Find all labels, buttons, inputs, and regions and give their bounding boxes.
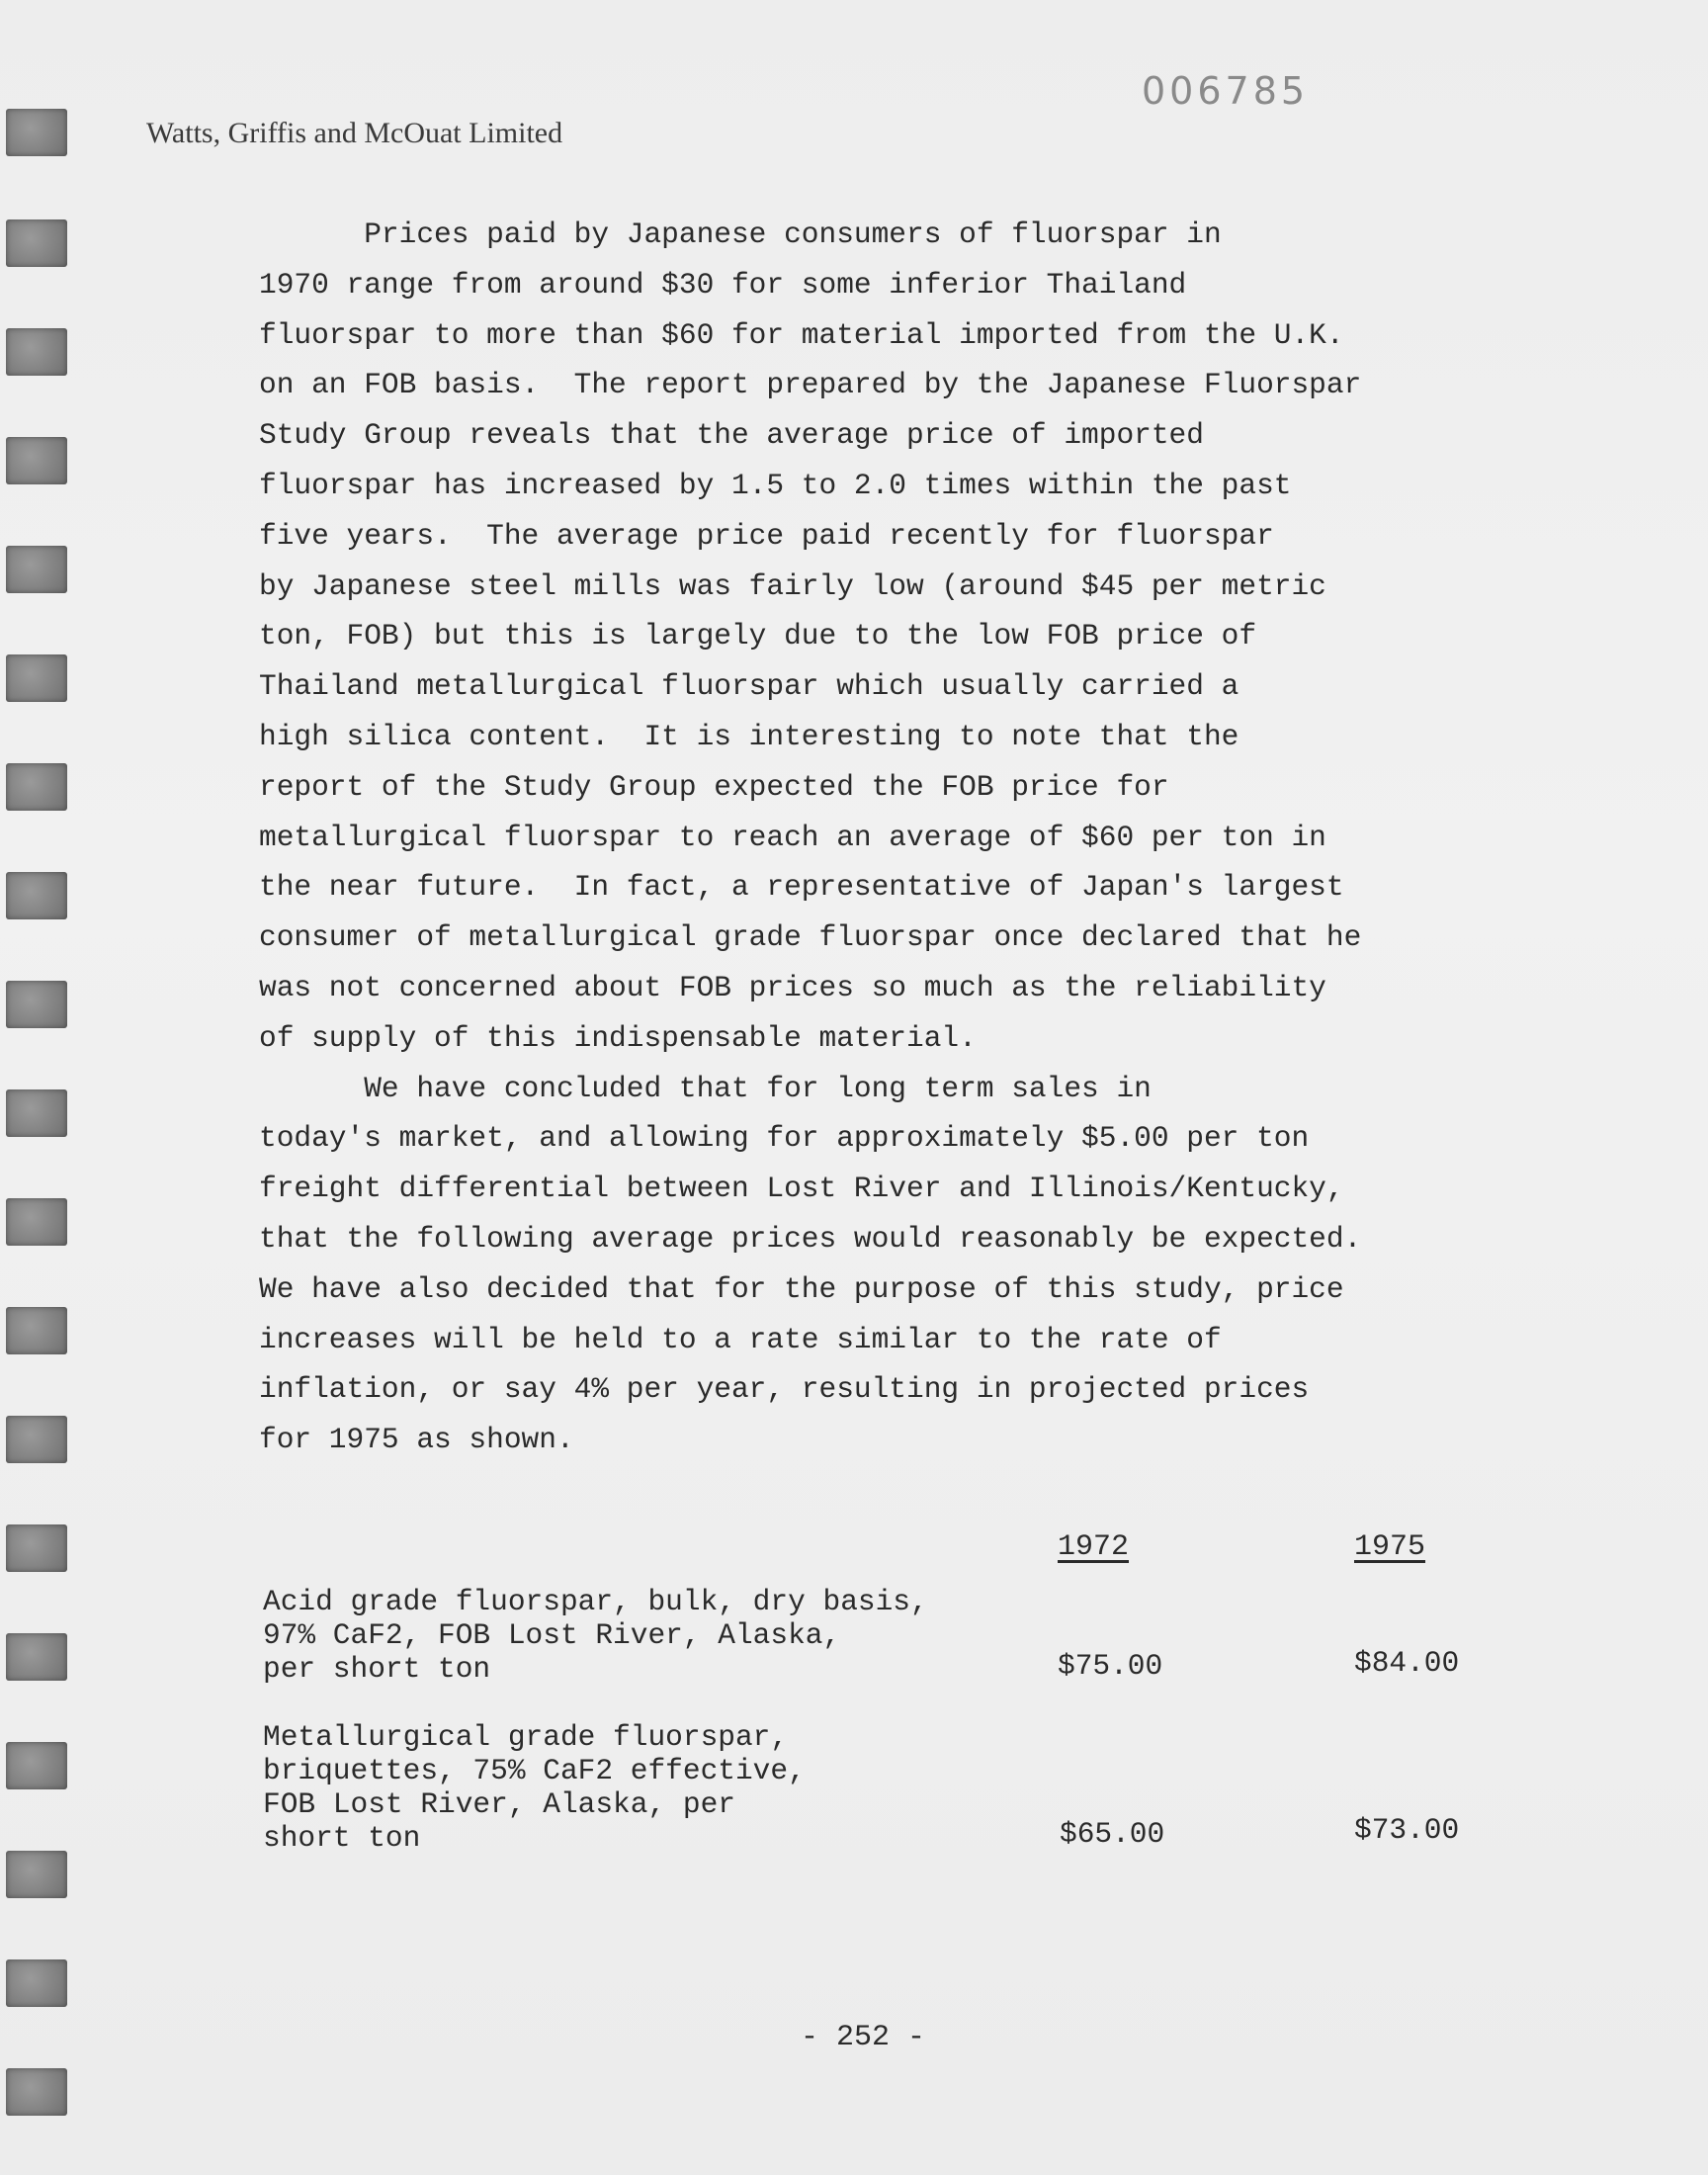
column-header-1972: 1972 — [1058, 1530, 1130, 1564]
binding-hole — [6, 872, 67, 919]
binding-hole — [6, 1198, 67, 1246]
binding-hole — [6, 1307, 67, 1354]
letterhead: Watts, Griffis and McOuat Limited — [146, 117, 563, 149]
paragraph-line: metallurgical fluorspar to reach an average of $60 per ton in — [259, 820, 1326, 854]
binding-hole — [6, 1633, 67, 1681]
item-line: Metallurgical grade fluorspar, — [263, 1720, 789, 1754]
paragraph-line: 1970 range from around $30 for some inferior Thailand — [259, 267, 1187, 302]
binding-hole — [6, 328, 67, 376]
spiral-binding — [0, 0, 79, 2175]
item-line: 97% CaF2, FOB Lost River, Alaska, — [263, 1618, 841, 1652]
paragraph-line: by Japanese steel mills was fairly low (around $45 per metric — [259, 568, 1326, 603]
paragraph-line: five years. The average price paid recently for fluorspar — [259, 518, 1274, 553]
paragraph-line: Thailand metallurgical fluorspar which usually carried a — [259, 669, 1239, 704]
paragraph-line: increases will be held to a rate similar to the rate of — [259, 1322, 1222, 1356]
price-acid-1972: $75.00 — [1058, 1649, 1163, 1683]
binding-hole — [6, 763, 67, 811]
price-acid-1975: $84.00 — [1354, 1646, 1460, 1680]
item-line: Acid grade fluorspar, bulk, dry basis, — [263, 1585, 928, 1618]
paragraph-line: inflation, or say 4% per year, resulting in projected prices — [259, 1372, 1310, 1407]
page-number: - 252 - — [801, 2021, 926, 2054]
paragraph-line: Prices paid by Japanese consumers of fluorspar in — [259, 218, 1222, 251]
price-item-metallurgical-grade — [263, 1720, 806, 1855]
paragraph-line: the near future. In fact, a representative of Japan's largest — [259, 870, 1344, 905]
paragraph-line: We have concluded that for long term sales in — [259, 1071, 1152, 1105]
paragraph-line: fluorspar has increased by 1.5 to 2.0 times within the past — [259, 468, 1292, 502]
binding-hole — [6, 1524, 67, 1572]
paragraph-line: of supply of this indispensable material. — [259, 1020, 977, 1055]
price-metallurgical-1972: $65.00 — [1060, 1817, 1165, 1851]
binding-hole — [6, 654, 67, 702]
item-line: FOB Lost River, Alaska, per — [263, 1787, 735, 1821]
binding-hole — [6, 1089, 67, 1137]
body-paragraphs — [259, 210, 1524, 1465]
item-line: briquettes, 75% CaF2 effective, — [263, 1754, 806, 1787]
binding-hole — [6, 2068, 67, 2116]
binding-hole — [6, 1959, 67, 2007]
binding-hole — [6, 546, 67, 593]
paragraph-line: Study Group reveals that the average price of imported — [259, 418, 1204, 453]
document-number: 006785 — [1142, 69, 1310, 113]
paragraph-line: today's market, and allowing for approximately $5.00 per ton — [259, 1121, 1310, 1156]
paragraph-line: report of the Study Group expected the FOB price for — [259, 769, 1169, 804]
paragraph-line: fluorspar to more than $60 for material imported from the U.K. — [259, 317, 1344, 352]
paragraph-line: We have also decided that for the purpose of this study, price — [259, 1271, 1344, 1306]
price-item-acid-grade — [263, 1585, 928, 1686]
item-line: per short ton — [263, 1652, 491, 1686]
paragraph-line: for 1975 as shown. — [259, 1423, 574, 1457]
paragraph-line: freight differential between Lost River and Illinois/Kentucky, — [259, 1172, 1344, 1206]
paragraph-line: high silica content. It is interesting to note that the — [259, 719, 1239, 753]
paragraph-line: on an FOB basis. The report prepared by the Japanese Fluorspar — [259, 368, 1362, 402]
binding-hole — [6, 981, 67, 1028]
binding-hole — [6, 1742, 67, 1789]
item-line: short ton — [263, 1821, 421, 1855]
binding-hole — [6, 1416, 67, 1463]
paragraph-line: that the following average prices would reasonably be expected. — [259, 1221, 1362, 1256]
column-header-1975: 1975 — [1354, 1530, 1426, 1564]
binding-hole — [6, 109, 67, 156]
paragraph-line: was not concerned about FOB prices so much as the reliability — [259, 970, 1326, 1004]
paragraph-line: ton, FOB) but this is largely due to the low FOB price of — [259, 619, 1257, 653]
binding-hole — [6, 219, 67, 267]
binding-hole — [6, 437, 67, 484]
paragraph-line: consumer of metallurgical grade fluorspar once declared that he — [259, 920, 1362, 955]
binding-hole — [6, 1851, 67, 1898]
price-metallurgical-1975: $73.00 — [1354, 1813, 1460, 1847]
